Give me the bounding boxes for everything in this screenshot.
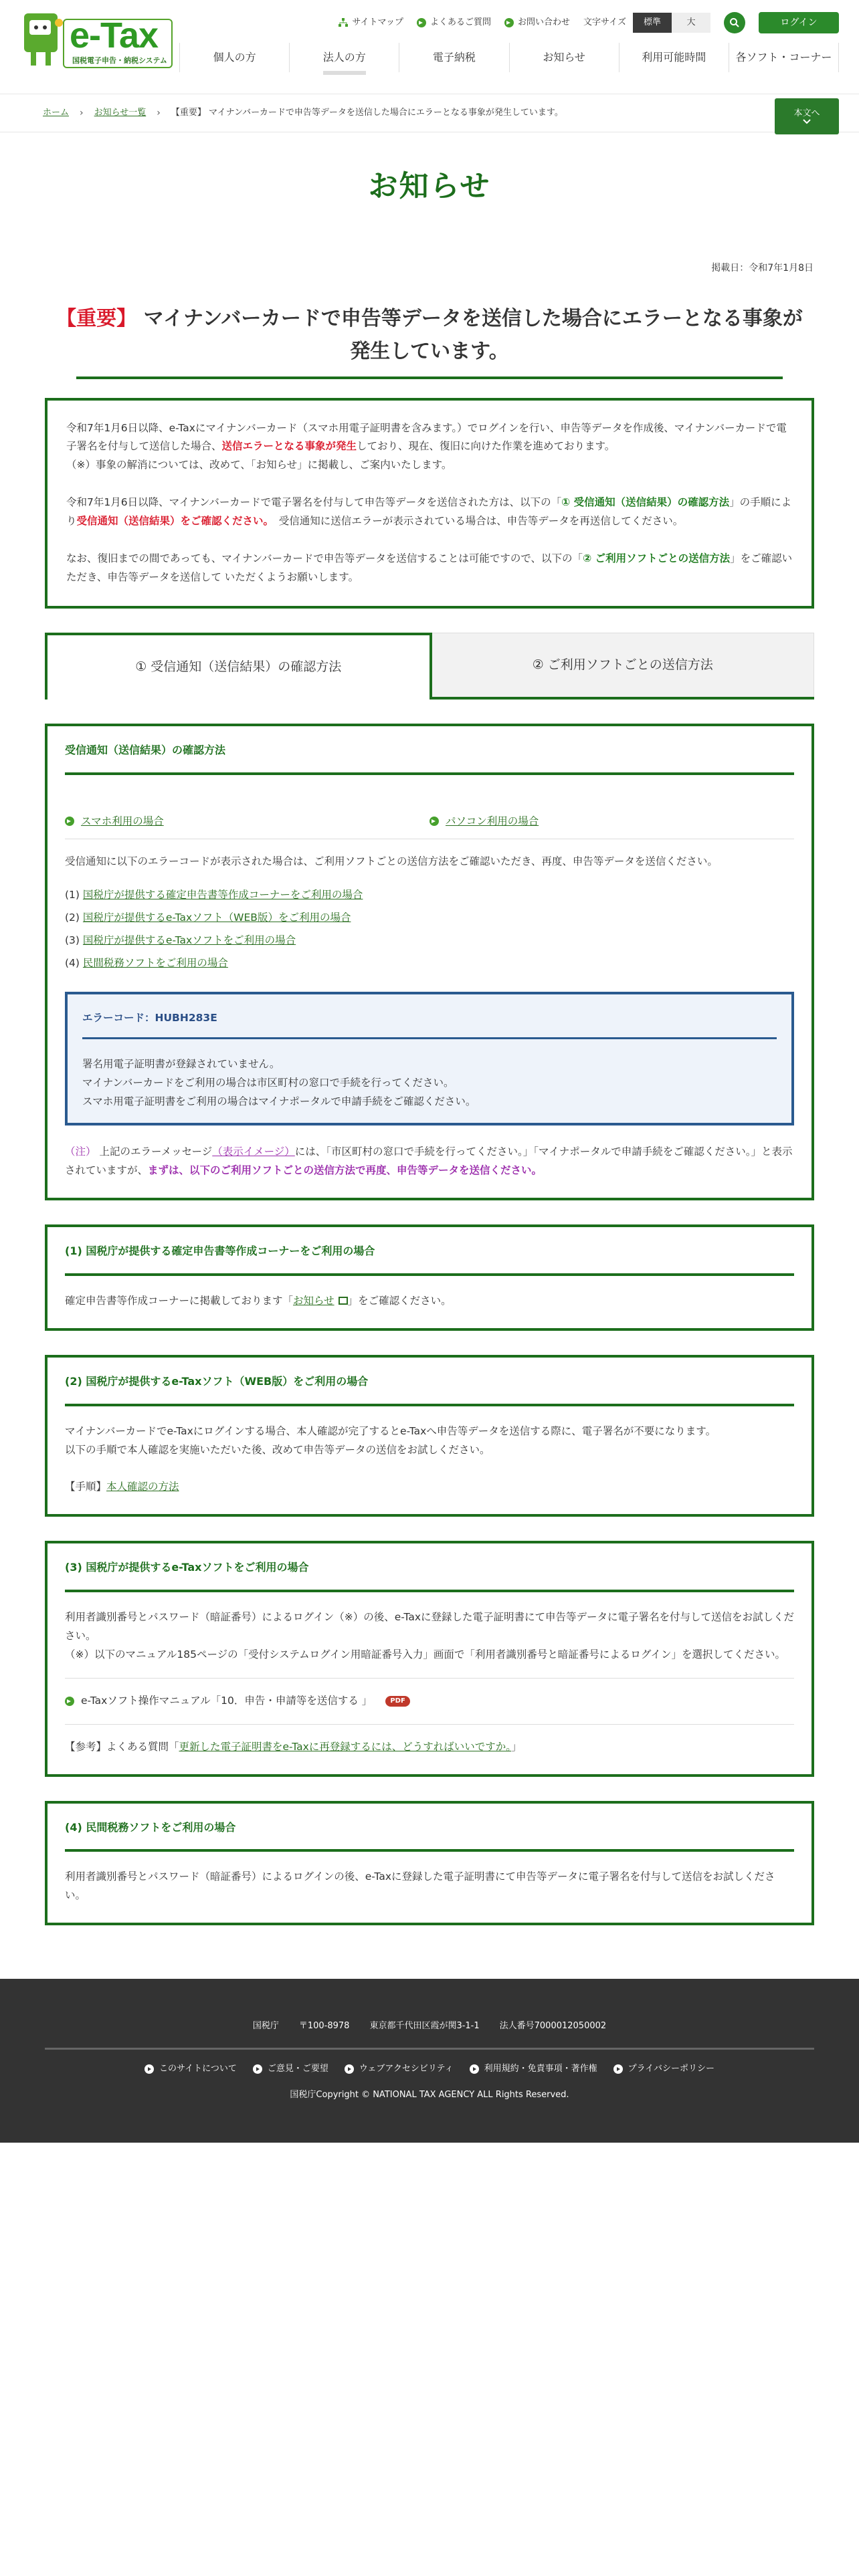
arrow-icon bbox=[504, 18, 514, 27]
creation-corner-section bbox=[45, 1224, 814, 1331]
reference: 【参考】よくある質問「更新した電子証明書をe-Taxに再登録するには、どうすればいいですか。」 bbox=[65, 1740, 522, 1753]
method-tabs bbox=[45, 633, 814, 700]
external-link-icon bbox=[339, 1297, 348, 1305]
copyright: 国税庁Copyright © NATIONAL TAX AGENCY ALL Rights Reserved. bbox=[290, 2089, 569, 2100]
link-private-soft[interactable]: 民間税務ソフトをご利用の場合 bbox=[82, 956, 228, 969]
breadcrumb bbox=[0, 94, 859, 132]
error-code-box bbox=[65, 992, 794, 1126]
arrow-icon bbox=[430, 817, 439, 826]
font-size-standard-button[interactable]: 標準 bbox=[633, 13, 672, 33]
logo-subtitle: 国税電子申告・納税システム bbox=[72, 56, 167, 65]
etax-logo[interactable] bbox=[20, 9, 174, 71]
breadcrumb-home[interactable]: ホーム bbox=[43, 107, 70, 118]
contact-label: お問い合わせ bbox=[518, 17, 571, 27]
procedure: 【手順】本人確認の方法 bbox=[65, 1481, 179, 1493]
article-title-text: マイナンバーカードで申告等データを送信した場合にエラーとなる事象が発生しています。 bbox=[143, 306, 803, 363]
section-text: 利用者識別番号とパスワード（暗証番号）によるログインの後、e-Taxに登録した電子証明書にて申告等データに電子署名を付与して送信をお試しください。 bbox=[65, 1870, 775, 1902]
footer-link-accessibility[interactable]: ウェブアクセシビリティ bbox=[345, 2062, 454, 2077]
contact-link[interactable] bbox=[504, 15, 570, 31]
faq-cert-link[interactable]: 更新した電子証明書をe-Taxに再登録するには、どうすればいいですか。 bbox=[179, 1740, 512, 1753]
check-result-section bbox=[45, 724, 814, 1200]
chevron-right-icon: › bbox=[157, 107, 161, 118]
section-text: 確定申告書等作成コーナーに掲載しております「お知らせ 」をご確認ください。 bbox=[65, 1295, 452, 1307]
important-tag: 【重要】 bbox=[56, 306, 137, 330]
section-heading: (1) 国税庁が提供する確定申告書等作成コーナーをご利用の場合 bbox=[65, 1242, 794, 1276]
chevron-right-icon: › bbox=[80, 107, 84, 118]
intro-paragraph-1: 令和7年1月6日以降、e-Taxにマイナンバーカード（スマホ用電子証明書を含みます。）でログインを行い、申告等データを作成後、マイナンバーカードで電子署名を付与して送信した場合、送信エラーとなる事象が発生しており、現在、復旧に向けた作業を進めております。 （※）事象の解消については、改めて、「お知らせ」に掲載し、ご案内いたします。 bbox=[66, 421, 787, 471]
intro-paragraph-2: 令和7年1月6日以降、マイナンバーカードで電子署名を付与して申告等データを送信された方は、以下の「① 受信通知（送信結果）の確認方法」の手順により受信通知（送信結果）をご確認ください。 受信通知に送信エラーが表示されている場合は、申告等データを再送信してください。 bbox=[66, 496, 792, 528]
error-line: マイナンバーカードをご利用の場合は市区町村の窓口で手続を行ってください。 bbox=[82, 1076, 454, 1089]
intro-paragraph-3: なお、復旧までの間であっても、マイナンバーカードで申告等データを送信することは可能ですので、以下の「② ご利用ソフトごとの送信方法」をご確認いただき、申告等データを送信して いただくようお願いします。 bbox=[66, 552, 793, 583]
sitemap-icon bbox=[339, 18, 348, 27]
software-list bbox=[65, 886, 794, 973]
footer-link-privacy[interactable]: プライバシーポリシー bbox=[613, 2062, 714, 2077]
search-icon bbox=[729, 17, 740, 28]
display-image-link[interactable]: （表示イメージ） bbox=[212, 1146, 295, 1158]
error-line: スマホ用電子証明書をご利用の場合はマイナポータルで申請手続をご確認ください。 bbox=[82, 1095, 476, 1107]
intro-box bbox=[45, 398, 814, 609]
nav-e-payment[interactable]: 電子納税 bbox=[399, 43, 508, 72]
footer-link-about[interactable]: このサイトについて bbox=[145, 2062, 237, 2077]
link-etax-web[interactable]: 国税庁が提供するe-Taxソフト（WEB版）をご利用の場合 bbox=[82, 911, 351, 924]
section-text: 以下の手順で本人確認を実施いただいた後、改めて申告等データの送信をお試しください。 bbox=[65, 1443, 490, 1456]
footer-link-feedback[interactable]: ご意見・ご要望 bbox=[253, 2062, 328, 2077]
footer-link-terms[interactable]: 利用規約・免責事項・著作権 bbox=[470, 2062, 597, 2077]
footer-links bbox=[0, 2062, 859, 2077]
page-title: お知らせ bbox=[368, 169, 491, 203]
smartphone-link[interactable]: スマホ利用の場合 bbox=[81, 815, 164, 827]
error-line: 署名用電子証明書が登録されていません。 bbox=[82, 1057, 280, 1070]
sitemap-link[interactable] bbox=[339, 15, 403, 31]
device-links bbox=[65, 802, 794, 840]
login-button[interactable]: ログイン bbox=[759, 12, 839, 33]
skip-to-content-button[interactable] bbox=[775, 98, 839, 134]
nav-hours[interactable]: 利用可能時間 bbox=[619, 43, 729, 72]
section-text: （※）以下のマニュアル185ページの「受付システムログイン用暗証番号入力」画面で「利用者識別番号と暗証番号によるログイン」を選択してください。 bbox=[65, 1648, 786, 1660]
arrow-icon bbox=[253, 2064, 262, 2074]
pc-link[interactable]: パソコン利用の場合 bbox=[446, 815, 539, 827]
link-creation-corner[interactable]: 国税庁が提供する確定申告書等作成コーナーをご利用の場合 bbox=[82, 889, 363, 901]
manual-link[interactable]: e-Taxソフト操作マニュアル「10．申告・申請等を送信する 」 bbox=[81, 1694, 373, 1707]
chevron-down-icon bbox=[803, 119, 811, 124]
logo-text: e-Tax bbox=[70, 15, 159, 56]
utility-nav bbox=[339, 12, 839, 33]
arrow-icon bbox=[417, 18, 426, 27]
link-etax-soft[interactable]: 国税庁が提供するe-Taxソフトをご利用の場合 bbox=[82, 934, 296, 947]
footer-address: 国税庁 〒100-8978 東京都千代田区霞が関3-1-1 法人番号7000012050002 bbox=[252, 2021, 607, 2032]
nav-software[interactable]: 各ソフト・コーナー bbox=[729, 43, 839, 72]
etax-web-section bbox=[45, 1355, 814, 1517]
section-heading: (4) 民間税務ソフトをご利用の場合 bbox=[65, 1818, 794, 1852]
article-title bbox=[52, 302, 807, 379]
news-link[interactable]: お知らせ bbox=[293, 1295, 348, 1307]
arrow-icon bbox=[65, 1697, 74, 1706]
site-header bbox=[0, 0, 859, 94]
font-size-large-button[interactable]: 大 bbox=[672, 13, 710, 33]
mascot-icon bbox=[20, 9, 67, 70]
arrow-icon bbox=[470, 2064, 479, 2074]
section-heading: 受信通知（送信結果）の確認方法 bbox=[65, 741, 794, 775]
publish-date: 掲載日：令和7年1月8日 bbox=[711, 263, 814, 274]
section-heading: (2) 国税庁が提供するe-Taxソフト（WEB版）をご利用の場合 bbox=[65, 1372, 794, 1406]
tab-send-method[interactable]: ② ご利用ソフトごとの送信方法 bbox=[432, 633, 815, 697]
tab-check-result[interactable]: ① 受信通知（送信結果）の確認方法 bbox=[45, 633, 432, 700]
list-item: (3) 国税庁が提供するe-Taxソフトをご利用の場合 bbox=[65, 934, 296, 947]
nav-individual[interactable]: 個人の方 bbox=[179, 43, 289, 72]
breadcrumb-current: 【重要】 マイナンバーカードで申告等データを送信した場合にエラーとなる事象が発生しています。 bbox=[171, 107, 563, 118]
sitemap-label: サイトマップ bbox=[352, 17, 403, 27]
breadcrumb-news-list[interactable]: お知らせ一覧 bbox=[94, 107, 147, 118]
error-note: （注） 上記のエラーメッセージ（表示イメージ）には、「市区町村の窓口で手続を行ってください。」「マイナポータルで申請手続をご確認ください。」と表示されていますが、まずは、以下のご利用ソフトごとの送信方法で再度、申告等データを送信ください。 bbox=[65, 1146, 793, 1177]
search-button[interactable] bbox=[724, 12, 745, 33]
arrow-icon bbox=[145, 2064, 154, 2074]
section-text: マイナンバーカードでe-Taxにログインする場合、本人確認が完了するとe-Taxへ申告等データを送信する際に、電子署名が不要になります。 bbox=[65, 1424, 717, 1437]
error-code: エラーコード：HUBH283E bbox=[82, 1009, 777, 1039]
section-heading: (3) 国税庁が提供するe-Taxソフトをご利用の場合 bbox=[65, 1558, 794, 1592]
arrow-icon bbox=[613, 2064, 623, 2074]
faq-label: よくあるご質問 bbox=[430, 17, 492, 27]
arrow-icon bbox=[65, 817, 74, 826]
faq-link[interactable] bbox=[417, 15, 491, 31]
private-soft-section bbox=[45, 1801, 814, 1926]
nav-corporate[interactable]: 法人の方 bbox=[289, 43, 399, 72]
section-text: 利用者識別番号とパスワード（暗証番号）によるログイン（※）の後、e-Taxに登録した電子証明書にて申告等データに電子署名を付与して送信をお試しください。 bbox=[65, 1611, 794, 1642]
pdf-badge: PDF bbox=[385, 1696, 409, 1707]
font-size-label: 文字サイズ bbox=[583, 17, 626, 27]
nav-news[interactable]: お知らせ bbox=[509, 43, 619, 72]
manual-item bbox=[65, 1692, 794, 1711]
list-item: (1) 国税庁が提供する確定申告書等作成コーナーをご利用の場合 bbox=[65, 889, 363, 901]
identity-check-link[interactable]: 本人確認の方法 bbox=[106, 1481, 179, 1493]
site-footer bbox=[0, 1979, 859, 2143]
global-nav bbox=[179, 43, 839, 72]
arrow-icon bbox=[345, 2064, 354, 2074]
font-size-switcher bbox=[583, 13, 710, 33]
list-item: (2) 国税庁が提供するe-Taxソフト（WEB版）をご利用の場合 bbox=[65, 911, 351, 924]
etax-soft-section bbox=[45, 1541, 814, 1776]
error-description: 受信通知に以下のエラーコードが表示された場合は、ご利用ソフトごとの送信方法をご確認いただき、再度、申告等データを送信ください。 bbox=[65, 855, 718, 868]
list-item: (4) 民間税務ソフトをご利用の場合 bbox=[65, 956, 228, 969]
skip-label: 本文へ bbox=[793, 108, 820, 118]
